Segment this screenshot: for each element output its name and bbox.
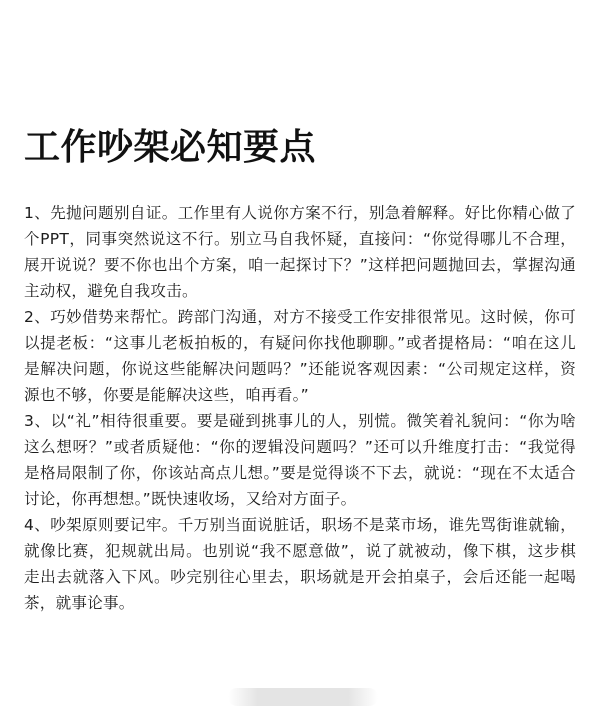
tip-paragraph-2: 2、巧妙借势来帮忙。跨部门沟通，对方不接受工作安排很常见。这时候，你可以提老板：“这事儿老板拍板的，有疑问你找他聊聊。”或者提格局：“咱在这儿是解决问题，你说这些能解决问题吗？”还能说客观因素：“公司规定这样，资源也不够，你要是能解决这些，咱再看。” [24,308,576,404]
tip-paragraph-1: 1、先抛问题别自证。工作里有人说你方案不行，别急着解释。好比你精心做了个PPT，同事突然说这不行。别立马自我怀疑，直接问：“你觉得哪儿不合理，展开说说？要不你也出个方案，咱一起探讨下？”这样把问题抛回去，掌握沟通主动权，避免自我攻击。 [24,204,576,300]
article-body [24,200,576,616]
blurred-watermark [228,688,378,706]
article-title: 工作吵架必知要点 [24,127,317,168]
tip-paragraph-4: 4、吵架原则要记牢。千万别当面说脏话，职场不是菜市场，谁先骂街谁就输，就像比赛，犯规就出局。也别说“我不愿意做”，说了就被动，像下棋，这步棋走出去就落入下风。吵完别往心里去，职场就是开会拍桌子，会后还能一起喝茶，就事论事。 [24,516,576,612]
tip-paragraph-3: 3、以“礼”相待很重要。要是碰到挑事儿的人，别慌。微笑着礼貌问：“你为啥这么想呀？”或者质疑他：“你的逻辑没问题吗？”还可以升维度打击：“我觉得是格局限制了你，你该站高点儿想。”要是觉得谈不下去，就说：“现在不太适合讨论，你再想想。”既快速收场，又给对方面子。 [24,412,576,508]
